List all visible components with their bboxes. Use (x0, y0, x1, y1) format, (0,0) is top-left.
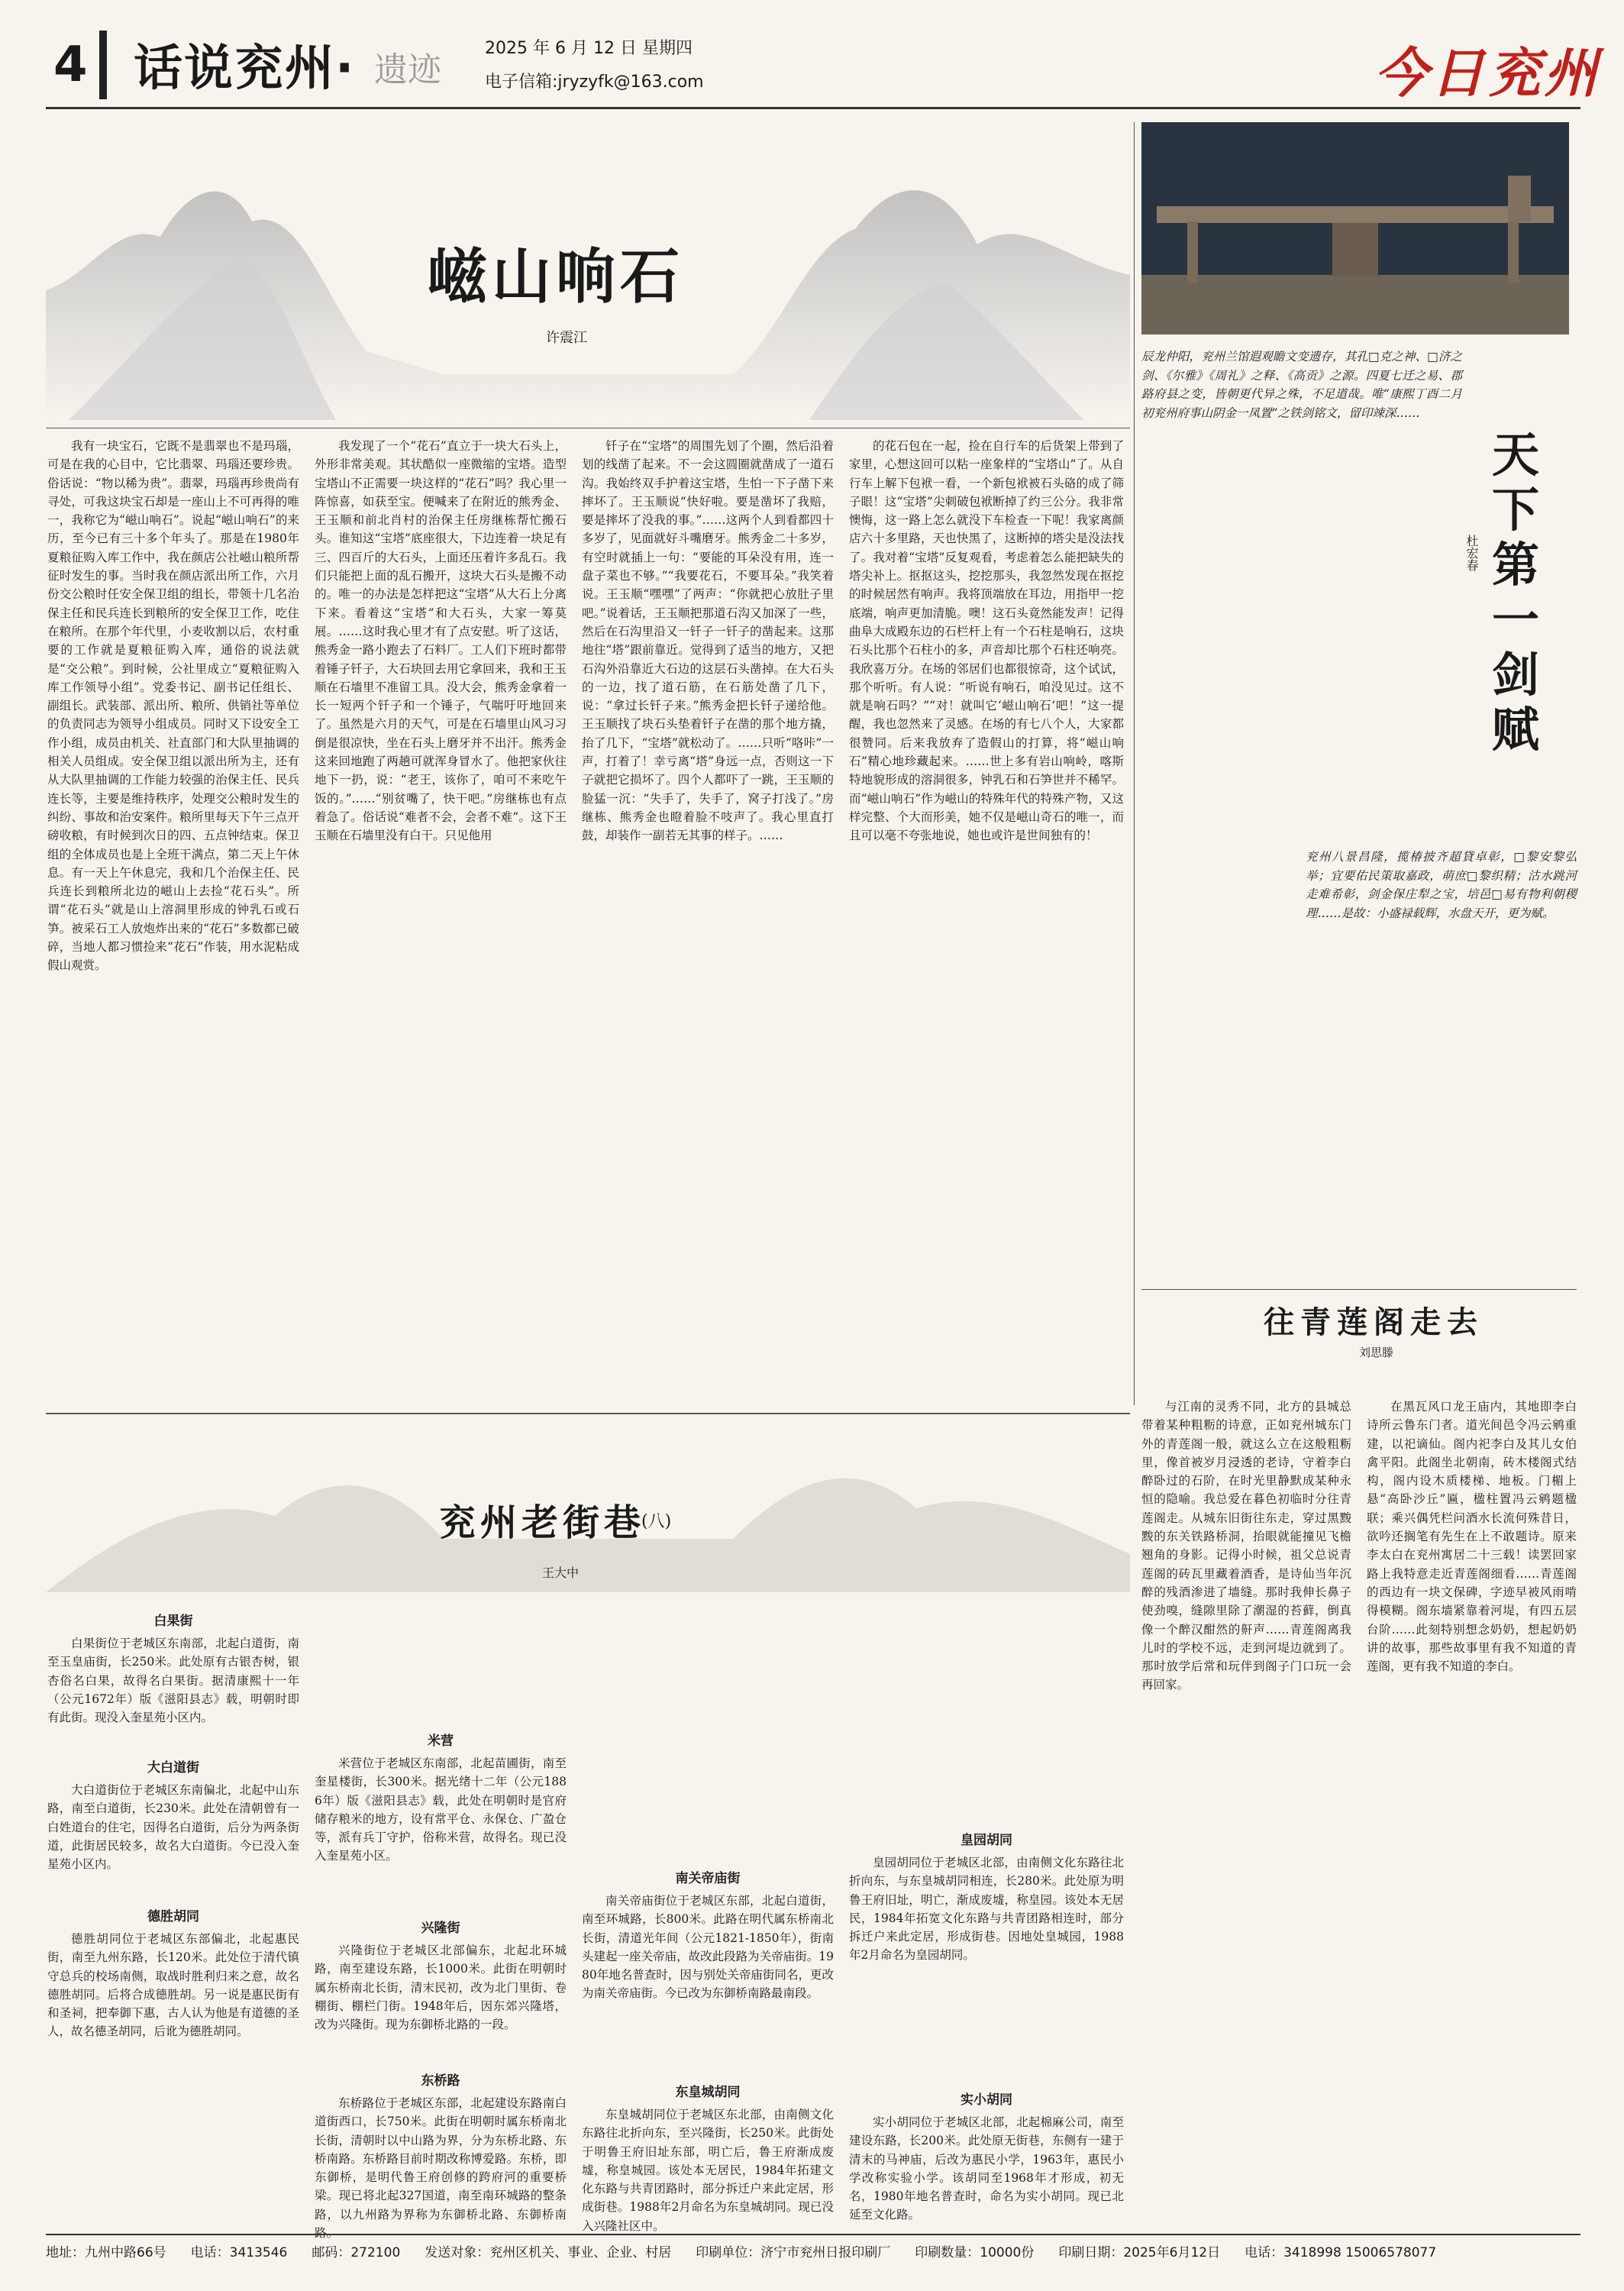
street-text: 大白道街位于老城区东南偏北，北起中山东路，南至白道街，长230米。此处在清朝曾有一白姓道台的住宅，因得名白道街，后分为两条街道，此街居民较多，故名大白道街。今已没入奎星苑小区内。 (47, 1783, 299, 1872)
divider (1141, 1289, 1577, 1290)
footer (46, 2241, 1580, 2260)
street-text: 东皇城胡同位于老城区东北部，由南侧文化东路往北折向东，至兴隆街，长250米。此街处于明鲁王府旧址东部，明亡后，鲁王府渐成废墟，称皇城园。该处本无居民，1984年拓建文化东路与共青团路时，部分拆迁户来此定居，形成街巷。1988年2月命名为东皇城胡同。现已没入兴隆社区中。 (582, 2108, 834, 2233)
article-column: 我发现了一个“花石”直立于一块大石头上，外形非常美观。其状酷似一座微缩的宝塔。造型宝塔山不正需要一块这样的“花石”吗？我心里一阵惊喜，如获至宝。便喊来了在附近的熊秀金、王玉顺和前北肖村的治保主任房继栋帮忙搬石头。谁知这“宝塔”底座很大，下边连着一块足有三、四百斤的大石头，上面还压着许多乱石。我们只能把上面的乱石搬开，这块大石头是搬不动的。唯一的办法是怎样把这“宝塔”从大石上分离下来。看着这“宝塔”和大石头，大家一筹莫展。……这时我心里才有了点安慰。听了这话，熊秀金一路小跑去了石料厂。工人们下班时都带着锤子钎子，大石块回去用它拿回来，我和王玉顺在石墙里不准留工具。没大会，熊秀金拿着一长一短两个钎子和一个锤子，气喘吁吁地回来了。虽然是六月的天气，可是在石墙里山风习习倒是很凉快，坐在石头上磨牙并不出汗。熊秀金这来回地跑了两趟可就浑身冒水了。他把家伙往地下一扔，说：“老王，该你了，咱可不来吃午饭的。”……“别贫嘴了，快干吧。”房继栋也有点着急了。俗话说“难者不会，会者不难”。这下王玉顺在石墙里没有白干。只见他用 (315, 439, 567, 843)
qinglian-title: 往青莲阁走去 (1264, 1304, 1484, 1340)
fu-title: 天下第一剑赋 (1491, 427, 1539, 758)
issue-date: 2025 年 6 月 12 日 星期四 (485, 39, 693, 58)
street-name: 白果街 (153, 1614, 193, 1629)
footer-printer: 印刷单位：济宁市兖州日报印刷厂 (696, 2245, 891, 2260)
street-name: 实小胡同 (961, 2092, 1012, 2108)
article-column: 我有一块宝石，它既不是翡翠也不是玛瑙，可是在我的心目中，它比翡翠、玛瑙还要珍贵。俗话说：“物以稀为贵”。翡翠，玛瑙再珍贵尚有寻处，可我这块宝石却是一座山上不可再得的唯一，我称它为“嵫山响石”。说起“嵫山响石”的来历，至今已有三十多个年头了。那是在1980年夏粮征购入库工作中，我在颜店公社嵫山粮所帮征时发生的事。当时我在颜店派出所工作，六月份交公粮时任安全保卫组的组长，带领十几名治保主任和民兵连长到粮所的安全保卫工作，吃住在粮所。在那个年代里，小麦收割以后，农村重要的工作就是夏粮征购入库，通俗的说法就是“交公粮”。到时候，公社里成立“夏粮征购入库工作领导小组”。党委书记、副书记任组长、副组长。武装部、派出所、粮所、供销社等单位的负责同志为领导小组成员。同时又下设安全工作小组，成员由机关、社直部门和大队里抽调的相关人员组成。安全保卫组以派出所为主，还有从大队里抽调的工作能力较强的治保主任、民兵连长等，主要是维持秩序，处理交公粮时发生的纠纷、事故和治安案件。粮所里每天下午三点开磅收粮，有时候到次日的四、五点钟结束。保卫组的全体成员也是上全班干满点，第二天上午休息。有一天上午休息完，我和几个治保主任、民兵连长到粮所北边的嵫山上去捡“花石头”。所谓“花石头”就是山上溶洞里形成的钟乳石或石笋。被采石工人放炮炸出来的“花石”多数都已破碎，当地人都习惯捡来“花石”作装，用水泥粘成假山观赏。 (47, 439, 299, 973)
article-column: 钎子在“宝塔”的周围先划了个圈，然后沿着划的线凿了起来。不一会这圆圈就凿成了一道石沟。我始终双手护着这宝塔，生怕一下子凿下来摔坏了。王玉顺说“快好啦。要是凿坏了我赔，要是摔坏了没我的事。”……这两个人到看都四十多岁了，见面就好斗嘴磨牙。熊秀金二十多岁，有空时就插上一句：“要能的耳朵没有用，连一盘子菜也不够。”“我要花石，不要耳朵。”我笑着说。王玉顺“嘿嘿”了两声：“你就把心放肚子里吧。”说着话，王玉顺把那道石沟又加深了一些，然后在石沟里沿又一钎子一钎子的凿起来。这那地往“塔”跟前靠近。觉得到了适当的地方，又把石沟外沿靠近大石边的这层石头凿掉。在大石头的一边，找了道石筋，在石筋处凿了几下，说：“拿过长钎子来。”熊秀金把长钎子递给他。王玉顺找了块石头垫着钎子在凿的那个地方撬，抬了几下，“宝塔”就松动了。……只听“咯咔”一声，打着了！幸亏离“塔”身远一点，否则这一下子就把它损坏了。四个人都吓了一跳，王玉顺的脸猛一沉：“失手了，失手了，窝子打浅了。”房继栋、熊秀金也瞪着脸不吱声了。我心里直打鼓，却装作一副若无其事的样子。…… (582, 439, 834, 843)
fu-text-left: 兖州八景昌隆，揽椿披齐超貸卓彰，□黎安黎弘举；宜要佑民策取嘉政，萌庶□黎织精；沽水跳河走难希彰，剑金保庄犁之宝，培邑□易有物利朝稷理……是故：小盛禄载辉，水盘天开，更为赋。 (1306, 850, 1577, 920)
street-name: 米营 (428, 1734, 454, 1749)
footer-print-date: 印刷日期：2025年6月12日 (1058, 2245, 1221, 2260)
masthead-logo: 今日兖州 (1374, 41, 1600, 105)
header-rule (46, 107, 1580, 109)
footer-postcode: 邮码：272100 (312, 2245, 401, 2260)
street-text: 东桥路位于老城区东部，北起建设东路南白道街西口，长750米。此街在明朝时属东桥南北长街，清朝时以中山路为界，分为东桥北路、东桥南路。东桥路目前时期改称博爱路。东桥，即东御桥，是明代鲁王府创修的跨府河的重要桥梁。现已将北起327国道，南至南环城路的整条路，以九州路为界称为东御桥北路、东御桥南 (315, 2096, 567, 2222)
street-text: 兴隆街位于老城区北部偏东，北起北环城路，南至建设东路，长1000米。此街在明朝时属东桥南北长街，清末民初，改为北门里街、卷棚街、棚栏门街。1948年后，因东郊兴隆塔，改为兴隆街。现为东御桥北路的一段。 (315, 1944, 567, 2032)
contact-email: 电子信箱:jryzyfk@163.com (485, 73, 704, 92)
article-title: 嵫山响石 (428, 243, 685, 312)
street-name: 皇园胡同 (961, 1833, 1012, 1848)
street-name: 德胜胡同 (147, 1909, 199, 1924)
street-name: 南关帝庙街 (675, 1871, 741, 1886)
divider (46, 1413, 1130, 1414)
section-title: 话说兖州· (134, 40, 356, 97)
footer-print-count: 印刷数量：10000份 (915, 2245, 1035, 2260)
qinglian-column: 在黑瓦风口龙王庙内，其地即李白诗所云鲁东门者。道光间邑令冯云鹓重建，以祀谪仙。阁内祀李白及其儿女伯禽平阳。此阁坐北朝南，砖木楼阁式结构，阁内设木质楼梯、地板。门楣上悬“高卧沙丘”匾，楹柱置冯云鹓题楹联；乘兴偶凭栏问酒水长流何殊昔日，欲吟还搁笔有先生在上不敢题诗。原来李太白在兖州寓居二十三载！读罢回家路上我特意走近青莲阁细看……青莲阁的西边有一块文保碑，字迹早被风雨啃得模糊。阁东墙紧靠着河堤，有四五层台阶……此刻特别想念奶奶，想起奶奶讲的故事，那些故事里有我不知道的青莲阁，更有我不知道的李白。 (1367, 1400, 1577, 1674)
footer-rule (46, 2234, 1580, 2235)
street-text: 白果街位于老城区东南部，北起白道街，南至玉皇庙街，长250米。此处原有古银杏树，银杏俗名白果，故得名白果街。据清康熙十一年（公元1672年）版《滋阳县志》载，明朝时即有此街。现没入奎星苑小区内。 (47, 1637, 299, 1725)
series-author: 王大中 (542, 1566, 580, 1580)
street-text: 实小胡同位于老城区北部，北起棉麻公司，南至建设东路，长200米。此处原无街巷，东侧有一建于清末的马神庙，后改为惠民小学，1963年，惠民小学改称实验小学。该胡同至1968年才形成，初无名，1980年地名普查时，命名为实小胡同。现已北延至文化路。 (849, 2115, 1124, 2222)
street-text: 德胜胡同位于老城区东部偏北，北起惠民街，南至九州东路，长120米。此处位于清代镇守总兵的校场南侧，取战时胜利归来之意，故名德胜胡同。后将合成德胜胡。另一说是惠民街有和圣祠，把奉御下惠，古人认为他是有道德的圣人，故名德圣胡同，后讹为德胜胡同。 (47, 1932, 299, 2039)
fu-text-right: 辰龙仲阳，兖州兰馆遐观瞻文变遗存，其孔□克之神、□济之剑、《尔雅》《周礼》之释、《高贡》之源。四夏七迁之易、郡路府县之变，皆朝更代异之殊，不足道哉。唯“康熙丁酉二月初兖州府事山阴金一凤置”之铁剑铭文，留印竦深…… (1141, 350, 1462, 420)
series-number: (八) (641, 1512, 672, 1531)
street-name: 兴隆街 (421, 1921, 460, 1936)
fu-author: 杜宏春 (1464, 535, 1479, 571)
street-text: 皇园胡同位于老城区北部，由南侧文化东路往北折向东，与东皇城胡同相连，长280米。此处原为明鲁王府旧址，明亡，渐成废墟，称皇园。该处本无居民，1984年拓宽文化东路与共青团路相连时，部分拆迁户来此定居，形成街巷。因地处皇城园，1988年2月命名为皇园胡同。 (849, 1856, 1124, 1963)
street-name: 大白道街 (147, 1760, 199, 1776)
street-text: 南关帝庙街位于老城区东部，北起白道街，南至环城路，长800米。此路在明代属东桥南北长街，清道光年间（公元1821-1850年），街南头建起一座关帝庙，故改此段路为关帝庙街。1980年地名普查时，因与别处关帝庙街同名，更改为南关帝庙街。今已改为东御桥南路最南段。 (582, 1894, 834, 2001)
page-number: 4 (53, 37, 88, 93)
article-column: 的花石包在一起，捡在自行车的后货架上带到了家里，心想这回可以粘一座象样的“宝塔山”了。从自行车上解下包袱一看，一个新包袱被石头硌的成了筛子眼！这“宝塔”尖刺破包袱断掉了约三公分。我非常懊悔，这一路上怎么就没下车检查一下呢！我家离颜店六十多里路，天也快黑了，这断掉的塔尖是没法找了。我对着“宝塔”反复观看，考虑着怎么能把缺失的塔尖补上。抠抠这头，挖挖那头，我忽然发现在抠挖的时候居然有响声。我将顶端放在耳边，用指甲一挖底端，响声更加清脆。噢！这石头竟然能发声！记得曲阜大成殿东边的石栏杆上有一个石柱是响石，这块石头比那个石柱小的多，声音却比那个石柱还响亮。我欣喜万分。在场的邻居们也都很惊奇，这个试试，那个听听。有人说：“听说有响石，咱没见过。这不就是响石吗？”“对！就叫它‘嵫山响石’吧！”这一提醒，我也忽然来了灵感。在场的有七八个人，大家都很赞同。后来我放弃了造假山的打算，将“嵫山响石”精心地珍藏起来。……世上多有岩山响岭，喀斯特地貌形成的溶洞很多，钟乳石和石笋世并不稀罕。而“嵫山响石”作为嵫山的特殊年代的特殊产物，又这样完整、个大而形美，她不仅是嵫山奇石的唯一，而且可以毫不夸张地说，她也或许是世间独有的！ (849, 439, 1124, 843)
divider (1134, 122, 1135, 1405)
street-name: 东桥路 (421, 2073, 460, 2089)
footer-tel2: 电话：3418998 15006578077 (1245, 2245, 1437, 2260)
street-text: 米营位于老城区东南部，北起苗圃街，南至奎星楼街，长300米。据光绪十二年（公元1886年）版《滋阳县志》载，此处在明朝时是官府储存粮米的地方，设有常平仓、永保仓、广盈仓等，派有兵丁守护，俗称米营，故得名。现已没入奎星苑小区。 (315, 1756, 567, 1863)
subsection-title: 遗迹 (374, 50, 441, 89)
footer-distribution: 发送对象：兖州区机关、事业、企业、村居 (425, 2245, 672, 2260)
street-name: 东皇城胡同 (675, 2085, 741, 2100)
article-author: 许震江 (546, 330, 587, 346)
qinglian-column: 与江南的灵秀不同，北方的县城总带着某种粗粝的诗意，正如兖州城东门外的青莲阁一般，就这么立在这般粗粝里，像首被岁月浸透的老诗，守着李白醉卧过的石阶，在时光里静默成某种永恒的隐喻。我总爱在暮色初临时分往青莲阁走。从城东旧街往东走，穿过黑黢黢的东关铁路桥洞，抬眼就能撞见飞檐翘角的身影。记得小时候，祖父总说青莲阁的砖瓦里藏着酒香，是诗仙当年沉醉的残酒渗进了墙缝。那时我伸长鼻子使劲嗅，缝隙里除了潮湿的苔藓，倒真像一个醉汉酣然的鼾声……青莲阁离我儿时的学校不远，走到河堤边就到了。那时放学后常和玩伴到阁子门口玩一会再回家。 (1141, 1400, 1351, 1692)
qinglian-author: 刘思滕 (1359, 1346, 1394, 1359)
header-divider (99, 31, 107, 99)
series-title: 兖州老街巷 (439, 1501, 646, 1544)
footer-address: 地址：九州中路66号 (46, 2245, 166, 2260)
footer-tel: 电话：3413546 (190, 2245, 288, 2260)
iron-sword-photo (1141, 122, 1569, 334)
